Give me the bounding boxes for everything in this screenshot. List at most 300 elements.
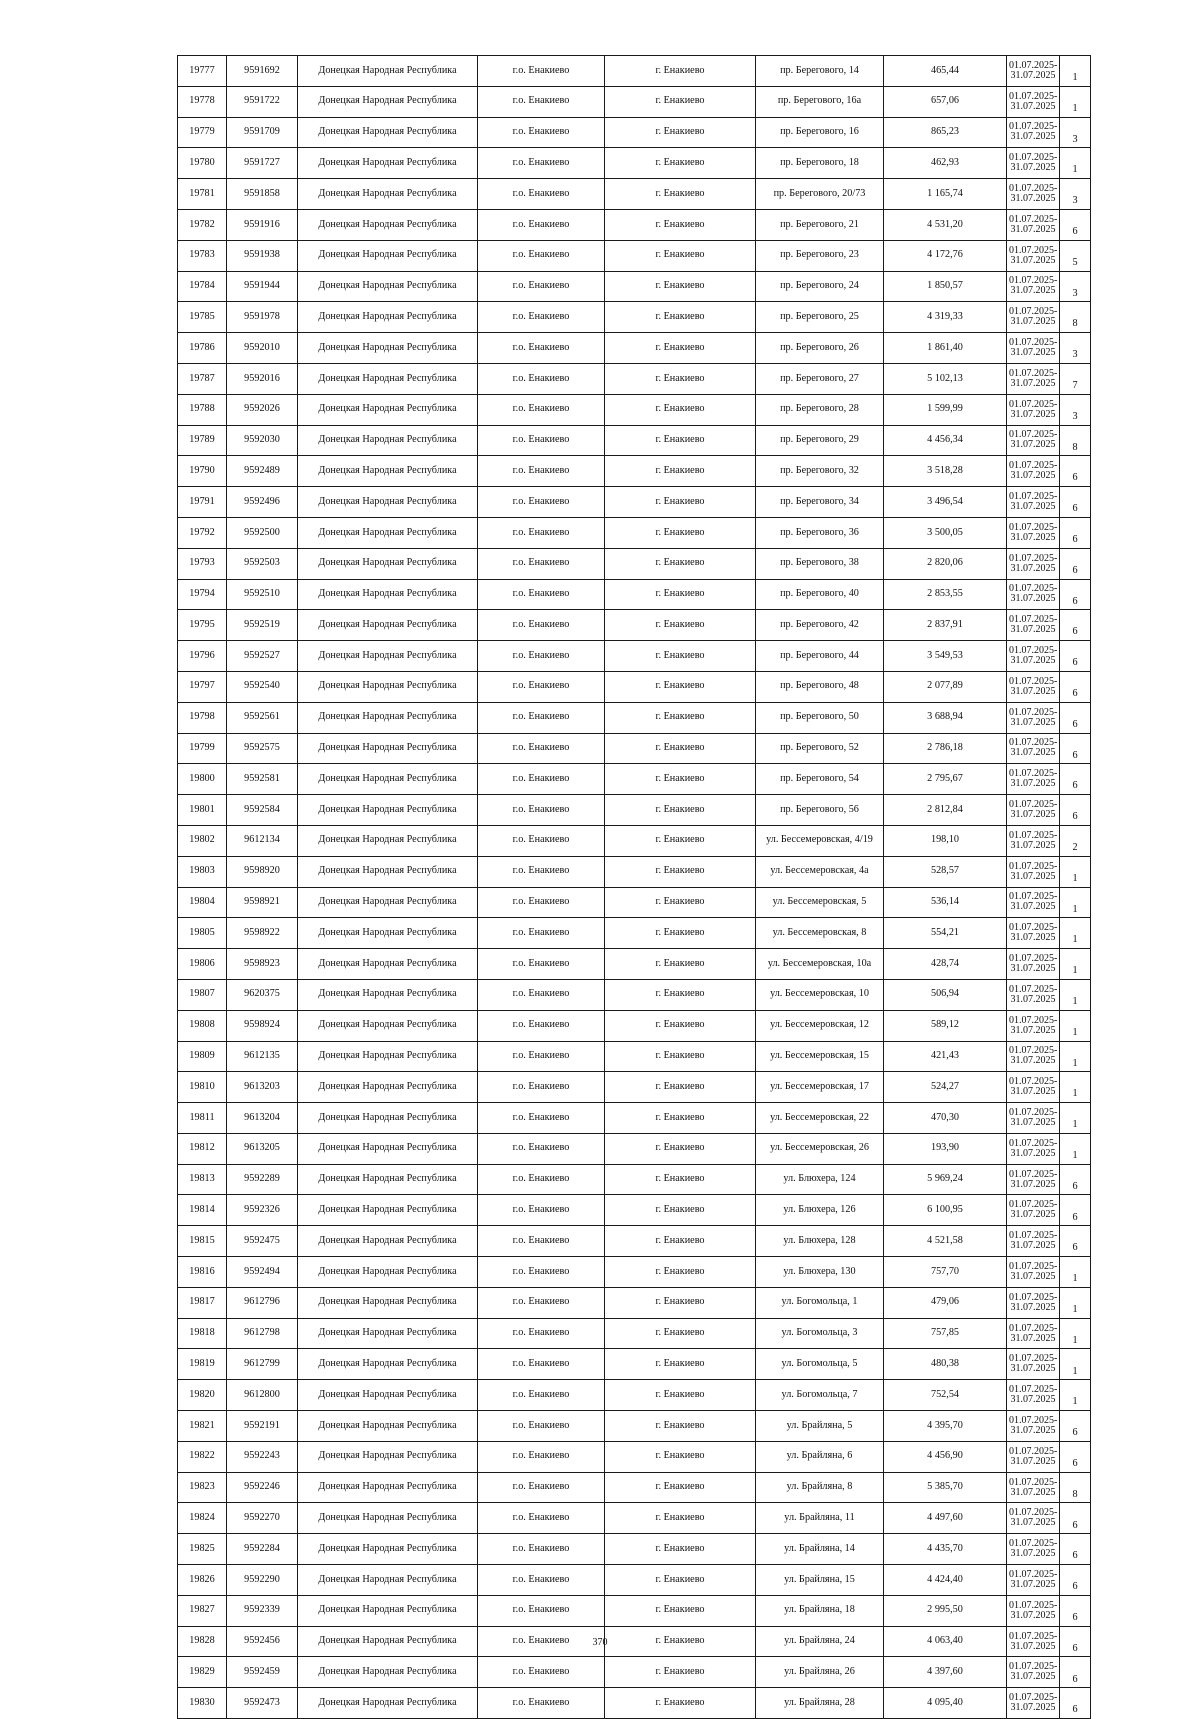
cell-object-id: 9592540 bbox=[227, 671, 298, 702]
cell-area: 536,14 bbox=[884, 887, 1007, 918]
cell-period: 01.07.2025- 31.07.2025 bbox=[1007, 579, 1060, 610]
cell-row-number: 19788 bbox=[178, 394, 227, 425]
cell-period: 01.07.2025- 31.07.2025 bbox=[1007, 1534, 1060, 1565]
cell-period: 01.07.2025- 31.07.2025 bbox=[1007, 671, 1060, 702]
cell-address: пр. Берегового, 29 bbox=[756, 425, 884, 456]
cell-count: 6 bbox=[1060, 456, 1091, 487]
cell-area: 757,70 bbox=[884, 1257, 1007, 1288]
table-row bbox=[178, 1441, 1091, 1472]
cell-count: 1 bbox=[1060, 979, 1091, 1010]
cell-count: 1 bbox=[1060, 918, 1091, 949]
cell-object-id: 9592581 bbox=[227, 764, 298, 795]
cell-address: пр. Берегового, 36 bbox=[756, 517, 884, 548]
cell-area: 193,90 bbox=[884, 1133, 1007, 1164]
cell-region: Донецкая Народная Республика bbox=[298, 733, 478, 764]
cell-object-id: 9591916 bbox=[227, 209, 298, 240]
cell-count: 8 bbox=[1060, 302, 1091, 333]
cell-count: 6 bbox=[1060, 517, 1091, 548]
cell-period: 01.07.2025- 31.07.2025 bbox=[1007, 1657, 1060, 1688]
cell-row-number: 19802 bbox=[178, 825, 227, 856]
cell-district: г.о. Енакиево bbox=[478, 548, 605, 579]
cell-period: 01.07.2025- 31.07.2025 bbox=[1007, 179, 1060, 210]
table-row bbox=[178, 1287, 1091, 1318]
table-row bbox=[178, 179, 1091, 210]
table-row bbox=[178, 302, 1091, 333]
cell-city: г. Енакиево bbox=[605, 918, 756, 949]
cell-row-number: 19808 bbox=[178, 1010, 227, 1041]
cell-district: г.о. Енакиево bbox=[478, 579, 605, 610]
cell-object-id: 9592510 bbox=[227, 579, 298, 610]
table-row bbox=[178, 949, 1091, 980]
cell-area: 6 100,95 bbox=[884, 1195, 1007, 1226]
cell-region: Донецкая Народная Республика bbox=[298, 610, 478, 641]
page-number: 370 bbox=[592, 1637, 608, 1648]
cell-address: ул. Блюхера, 130 bbox=[756, 1257, 884, 1288]
cell-object-id: 9612798 bbox=[227, 1318, 298, 1349]
cell-area: 554,21 bbox=[884, 918, 1007, 949]
cell-district: г.о. Енакиево bbox=[478, 1349, 605, 1380]
cell-count: 3 bbox=[1060, 333, 1091, 364]
cell-period: 01.07.2025- 31.07.2025 bbox=[1007, 1380, 1060, 1411]
cell-period: 01.07.2025- 31.07.2025 bbox=[1007, 148, 1060, 179]
cell-region: Донецкая Народная Республика bbox=[298, 117, 478, 148]
cell-region: Донецкая Народная Республика bbox=[298, 1534, 478, 1565]
cell-period: 01.07.2025- 31.07.2025 bbox=[1007, 1133, 1060, 1164]
table-row bbox=[178, 610, 1091, 641]
cell-row-number: 19778 bbox=[178, 86, 227, 117]
cell-region: Донецкая Народная Республика bbox=[298, 363, 478, 394]
cell-region: Донецкая Народная Республика bbox=[298, 979, 478, 1010]
cell-object-id: 9613204 bbox=[227, 1103, 298, 1134]
table-row bbox=[178, 548, 1091, 579]
cell-period: 01.07.2025- 31.07.2025 bbox=[1007, 1503, 1060, 1534]
cell-city: г. Енакиево bbox=[605, 302, 756, 333]
cell-district: г.о. Енакиево bbox=[478, 1041, 605, 1072]
cell-region: Донецкая Народная Республика bbox=[298, 1411, 478, 1442]
table-row bbox=[178, 1472, 1091, 1503]
cell-count: 3 bbox=[1060, 394, 1091, 425]
cell-district: г.о. Енакиево bbox=[478, 1441, 605, 1472]
cell-address: ул. Брайляна, 15 bbox=[756, 1565, 884, 1596]
cell-region: Донецкая Народная Республика bbox=[298, 394, 478, 425]
cell-address: ул. Богомольца, 7 bbox=[756, 1380, 884, 1411]
cell-period: 01.07.2025- 31.07.2025 bbox=[1007, 764, 1060, 795]
cell-period: 01.07.2025- 31.07.2025 bbox=[1007, 333, 1060, 364]
cell-city: г. Енакиево bbox=[605, 1041, 756, 1072]
cell-row-number: 19814 bbox=[178, 1195, 227, 1226]
cell-count: 6 bbox=[1060, 1226, 1091, 1257]
cell-object-id: 9592289 bbox=[227, 1164, 298, 1195]
cell-area: 4 456,90 bbox=[884, 1441, 1007, 1472]
cell-address: пр. Берегового, 16а bbox=[756, 86, 884, 117]
cell-district: г.о. Енакиево bbox=[478, 1103, 605, 1134]
cell-object-id: 9592575 bbox=[227, 733, 298, 764]
cell-city: г. Енакиево bbox=[605, 1287, 756, 1318]
cell-district: г.о. Енакиево bbox=[478, 1503, 605, 1534]
cell-address: ул. Брайляна, 5 bbox=[756, 1411, 884, 1442]
cell-period: 01.07.2025- 31.07.2025 bbox=[1007, 517, 1060, 548]
cell-address: ул. Брайляна, 26 bbox=[756, 1657, 884, 1688]
cell-period: 01.07.2025- 31.07.2025 bbox=[1007, 240, 1060, 271]
cell-row-number: 19801 bbox=[178, 795, 227, 826]
cell-object-id: 9620375 bbox=[227, 979, 298, 1010]
table-row bbox=[178, 1010, 1091, 1041]
cell-city: г. Енакиево bbox=[605, 487, 756, 518]
cell-address: ул. Бессемеровская, 10а bbox=[756, 949, 884, 980]
cell-address: ул. Бессемеровская, 17 bbox=[756, 1072, 884, 1103]
cell-count: 6 bbox=[1060, 1534, 1091, 1565]
cell-object-id: 9591727 bbox=[227, 148, 298, 179]
cell-city: г. Енакиево bbox=[605, 333, 756, 364]
cell-city: г. Енакиево bbox=[605, 1503, 756, 1534]
cell-region: Донецкая Народная Республика bbox=[298, 271, 478, 302]
cell-row-number: 19810 bbox=[178, 1072, 227, 1103]
cell-district: г.о. Енакиево bbox=[478, 1164, 605, 1195]
cell-area: 428,74 bbox=[884, 949, 1007, 980]
cell-city: г. Енакиево bbox=[605, 117, 756, 148]
table-row bbox=[178, 517, 1091, 548]
cell-row-number: 19804 bbox=[178, 887, 227, 918]
cell-region: Донецкая Народная Республика bbox=[298, 240, 478, 271]
cell-city: г. Енакиево bbox=[605, 148, 756, 179]
cell-area: 421,43 bbox=[884, 1041, 1007, 1072]
cell-period: 01.07.2025- 31.07.2025 bbox=[1007, 86, 1060, 117]
cell-object-id: 9592584 bbox=[227, 795, 298, 826]
cell-row-number: 19803 bbox=[178, 856, 227, 887]
cell-row-number: 19786 bbox=[178, 333, 227, 364]
cell-period: 01.07.2025- 31.07.2025 bbox=[1007, 394, 1060, 425]
cell-period: 01.07.2025- 31.07.2025 bbox=[1007, 733, 1060, 764]
cell-city: г. Енакиево bbox=[605, 856, 756, 887]
cell-region: Донецкая Народная Республика bbox=[298, 1164, 478, 1195]
cell-period: 01.07.2025- 31.07.2025 bbox=[1007, 1626, 1060, 1657]
cell-city: г. Енакиево bbox=[605, 1349, 756, 1380]
cell-count: 1 bbox=[1060, 1380, 1091, 1411]
cell-period: 01.07.2025- 31.07.2025 bbox=[1007, 1349, 1060, 1380]
cell-object-id: 9592284 bbox=[227, 1534, 298, 1565]
cell-district: г.о. Енакиево bbox=[478, 733, 605, 764]
cell-period: 01.07.2025- 31.07.2025 bbox=[1007, 825, 1060, 856]
cell-object-id: 9612135 bbox=[227, 1041, 298, 1072]
cell-object-id: 9598924 bbox=[227, 1010, 298, 1041]
cell-object-id: 9592456 bbox=[227, 1626, 298, 1657]
cell-district: г.о. Енакиево bbox=[478, 1010, 605, 1041]
cell-period: 01.07.2025- 31.07.2025 bbox=[1007, 1257, 1060, 1288]
table-row bbox=[178, 271, 1091, 302]
cell-region: Донецкая Народная Республика bbox=[298, 641, 478, 672]
table-row bbox=[178, 1595, 1091, 1626]
cell-address: ул. Богомольца, 1 bbox=[756, 1287, 884, 1318]
table-row bbox=[178, 86, 1091, 117]
cell-count: 6 bbox=[1060, 487, 1091, 518]
cell-address: ул. Богомольца, 3 bbox=[756, 1318, 884, 1349]
cell-city: г. Енакиево bbox=[605, 1072, 756, 1103]
cell-city: г. Енакиево bbox=[605, 240, 756, 271]
cell-city: г. Енакиево bbox=[605, 56, 756, 87]
cell-city: г. Енакиево bbox=[605, 979, 756, 1010]
cell-period: 01.07.2025- 31.07.2025 bbox=[1007, 487, 1060, 518]
cell-city: г. Енакиево bbox=[605, 610, 756, 641]
cell-region: Донецкая Народная Республика bbox=[298, 918, 478, 949]
cell-count: 8 bbox=[1060, 425, 1091, 456]
cell-object-id: 9592500 bbox=[227, 517, 298, 548]
cell-district: г.о. Енакиево bbox=[478, 56, 605, 87]
cell-object-id: 9592016 bbox=[227, 363, 298, 394]
cell-region: Донецкая Народная Республика bbox=[298, 856, 478, 887]
cell-region: Донецкая Народная Республика bbox=[298, 209, 478, 240]
cell-period: 01.07.2025- 31.07.2025 bbox=[1007, 1595, 1060, 1626]
cell-object-id: 9591938 bbox=[227, 240, 298, 271]
cell-district: г.о. Енакиево bbox=[478, 1226, 605, 1257]
cell-area: 2 812,84 bbox=[884, 795, 1007, 826]
cell-area: 3 496,54 bbox=[884, 487, 1007, 518]
table-row bbox=[178, 641, 1091, 672]
cell-area: 4 395,70 bbox=[884, 1411, 1007, 1442]
cell-region: Донецкая Народная Республика bbox=[298, 671, 478, 702]
table-row bbox=[178, 1411, 1091, 1442]
cell-count: 1 bbox=[1060, 1133, 1091, 1164]
cell-count: 6 bbox=[1060, 1164, 1091, 1195]
table-row bbox=[178, 702, 1091, 733]
cell-period: 01.07.2025- 31.07.2025 bbox=[1007, 887, 1060, 918]
cell-city: г. Енакиево bbox=[605, 671, 756, 702]
cell-count: 8 bbox=[1060, 1472, 1091, 1503]
cell-count: 6 bbox=[1060, 1626, 1091, 1657]
cell-district: г.о. Енакиево bbox=[478, 1133, 605, 1164]
cell-object-id: 9592496 bbox=[227, 487, 298, 518]
cell-address: пр. Берегового, 56 bbox=[756, 795, 884, 826]
cell-area: 3 549,53 bbox=[884, 641, 1007, 672]
cell-area: 5 385,70 bbox=[884, 1472, 1007, 1503]
cell-count: 1 bbox=[1060, 887, 1091, 918]
cell-count: 5 bbox=[1060, 240, 1091, 271]
cell-city: г. Енакиево bbox=[605, 1657, 756, 1688]
cell-area: 4 497,60 bbox=[884, 1503, 1007, 1534]
cell-district: г.о. Енакиево bbox=[478, 1595, 605, 1626]
cell-row-number: 19821 bbox=[178, 1411, 227, 1442]
cell-row-number: 19807 bbox=[178, 979, 227, 1010]
cell-object-id: 9592243 bbox=[227, 1441, 298, 1472]
cell-count: 1 bbox=[1060, 56, 1091, 87]
table-row bbox=[178, 148, 1091, 179]
cell-address: ул. Брайляна, 24 bbox=[756, 1626, 884, 1657]
cell-city: г. Енакиево bbox=[605, 579, 756, 610]
cell-district: г.о. Енакиево bbox=[478, 271, 605, 302]
cell-area: 524,27 bbox=[884, 1072, 1007, 1103]
cell-row-number: 19811 bbox=[178, 1103, 227, 1134]
table-row bbox=[178, 979, 1091, 1010]
cell-city: г. Енакиево bbox=[605, 1380, 756, 1411]
cell-city: г. Енакиево bbox=[605, 1472, 756, 1503]
cell-district: г.о. Енакиево bbox=[478, 671, 605, 702]
cell-object-id: 9591978 bbox=[227, 302, 298, 333]
cell-district: г.о. Енакиево bbox=[478, 117, 605, 148]
table-row bbox=[178, 1164, 1091, 1195]
cell-period: 01.07.2025- 31.07.2025 bbox=[1007, 949, 1060, 980]
cell-period: 01.07.2025- 31.07.2025 bbox=[1007, 1318, 1060, 1349]
cell-object-id: 9591722 bbox=[227, 86, 298, 117]
cell-row-number: 19805 bbox=[178, 918, 227, 949]
cell-area: 465,44 bbox=[884, 56, 1007, 87]
cell-area: 1 165,74 bbox=[884, 179, 1007, 210]
cell-count: 1 bbox=[1060, 1318, 1091, 1349]
cell-city: г. Енакиево bbox=[605, 1595, 756, 1626]
cell-district: г.о. Енакиево bbox=[478, 1072, 605, 1103]
cell-area: 4 397,60 bbox=[884, 1657, 1007, 1688]
cell-area: 528,57 bbox=[884, 856, 1007, 887]
cell-city: г. Енакиево bbox=[605, 179, 756, 210]
cell-region: Донецкая Народная Республика bbox=[298, 1072, 478, 1103]
cell-area: 198,10 bbox=[884, 825, 1007, 856]
cell-area: 3 500,05 bbox=[884, 517, 1007, 548]
cell-period: 01.07.2025- 31.07.2025 bbox=[1007, 363, 1060, 394]
cell-district: г.о. Енакиево bbox=[478, 1195, 605, 1226]
cell-district: г.о. Енакиево bbox=[478, 610, 605, 641]
cell-address: пр. Берегового, 40 bbox=[756, 579, 884, 610]
cell-area: 462,93 bbox=[884, 148, 1007, 179]
cell-row-number: 19830 bbox=[178, 1688, 227, 1719]
cell-period: 01.07.2025- 31.07.2025 bbox=[1007, 979, 1060, 1010]
table-row bbox=[178, 456, 1091, 487]
cell-area: 757,85 bbox=[884, 1318, 1007, 1349]
table-row bbox=[178, 1257, 1091, 1288]
cell-address: пр. Берегового, 42 bbox=[756, 610, 884, 641]
cell-region: Донецкая Народная Республика bbox=[298, 1688, 478, 1719]
cell-city: г. Енакиево bbox=[605, 394, 756, 425]
cell-region: Донецкая Народная Республика bbox=[298, 86, 478, 117]
cell-district: г.о. Енакиево bbox=[478, 487, 605, 518]
cell-area: 480,38 bbox=[884, 1349, 1007, 1380]
cell-region: Донецкая Народная Республика bbox=[298, 56, 478, 87]
cell-row-number: 19779 bbox=[178, 117, 227, 148]
cell-city: г. Енакиево bbox=[605, 425, 756, 456]
cell-district: г.о. Енакиево bbox=[478, 394, 605, 425]
cell-address: ул. Бессемеровская, 22 bbox=[756, 1103, 884, 1134]
cell-region: Донецкая Народная Республика bbox=[298, 1195, 478, 1226]
table-row bbox=[178, 1380, 1091, 1411]
cell-area: 4 424,40 bbox=[884, 1565, 1007, 1596]
cell-period: 01.07.2025- 31.07.2025 bbox=[1007, 1688, 1060, 1719]
cell-address: пр. Берегового, 44 bbox=[756, 641, 884, 672]
cell-district: г.о. Енакиево bbox=[478, 86, 605, 117]
cell-count: 6 bbox=[1060, 579, 1091, 610]
cell-area: 1 599,99 bbox=[884, 394, 1007, 425]
cell-city: г. Енакиево bbox=[605, 1226, 756, 1257]
cell-city: г. Енакиево bbox=[605, 363, 756, 394]
cell-count: 6 bbox=[1060, 1688, 1091, 1719]
cell-object-id: 9592030 bbox=[227, 425, 298, 456]
cell-period: 01.07.2025- 31.07.2025 bbox=[1007, 641, 1060, 672]
table-row bbox=[178, 487, 1091, 518]
cell-region: Донецкая Народная Республика bbox=[298, 887, 478, 918]
table-row bbox=[178, 1349, 1091, 1380]
cell-object-id: 9598921 bbox=[227, 887, 298, 918]
cell-address: ул. Бессемеровская, 8 bbox=[756, 918, 884, 949]
cell-address: пр. Берегового, 24 bbox=[756, 271, 884, 302]
cell-count: 1 bbox=[1060, 1041, 1091, 1072]
cell-row-number: 19777 bbox=[178, 56, 227, 87]
cell-city: г. Енакиево bbox=[605, 1565, 756, 1596]
cell-city: г. Енакиево bbox=[605, 1318, 756, 1349]
cell-address: пр. Берегового, 14 bbox=[756, 56, 884, 87]
cell-address: ул. Брайляна, 14 bbox=[756, 1534, 884, 1565]
cell-object-id: 9592246 bbox=[227, 1472, 298, 1503]
cell-count: 6 bbox=[1060, 1441, 1091, 1472]
cell-district: г.о. Енакиево bbox=[478, 764, 605, 795]
cell-object-id: 9592473 bbox=[227, 1688, 298, 1719]
cell-object-id: 9613203 bbox=[227, 1072, 298, 1103]
cell-count: 1 bbox=[1060, 86, 1091, 117]
cell-area: 5 102,13 bbox=[884, 363, 1007, 394]
cell-period: 01.07.2025- 31.07.2025 bbox=[1007, 1565, 1060, 1596]
cell-city: г. Енакиево bbox=[605, 949, 756, 980]
cell-city: г. Енакиево bbox=[605, 1626, 756, 1657]
cell-region: Донецкая Народная Республика bbox=[298, 1103, 478, 1134]
cell-region: Донецкая Народная Республика bbox=[298, 425, 478, 456]
cell-row-number: 19816 bbox=[178, 1257, 227, 1288]
cell-address: ул. Брайляна, 8 bbox=[756, 1472, 884, 1503]
cell-row-number: 19787 bbox=[178, 363, 227, 394]
table-row bbox=[178, 733, 1091, 764]
cell-period: 01.07.2025- 31.07.2025 bbox=[1007, 209, 1060, 240]
cell-district: г.о. Енакиево bbox=[478, 1318, 605, 1349]
table-row bbox=[178, 394, 1091, 425]
cell-address: ул. Бессемеровская, 12 bbox=[756, 1010, 884, 1041]
cell-row-number: 19793 bbox=[178, 548, 227, 579]
cell-district: г.о. Енакиево bbox=[478, 363, 605, 394]
cell-area: 865,23 bbox=[884, 117, 1007, 148]
table-row bbox=[178, 363, 1091, 394]
cell-row-number: 19817 bbox=[178, 1287, 227, 1318]
cell-area: 4 319,33 bbox=[884, 302, 1007, 333]
cell-count: 1 bbox=[1060, 856, 1091, 887]
cell-address: пр. Берегового, 34 bbox=[756, 487, 884, 518]
cell-count: 1 bbox=[1060, 1010, 1091, 1041]
cell-count: 6 bbox=[1060, 1195, 1091, 1226]
cell-row-number: 19798 bbox=[178, 702, 227, 733]
cell-count: 1 bbox=[1060, 1103, 1091, 1134]
cell-city: г. Енакиево bbox=[605, 1411, 756, 1442]
cell-count: 1 bbox=[1060, 949, 1091, 980]
cell-region: Донецкая Народная Республика bbox=[298, 795, 478, 826]
cell-area: 4 435,70 bbox=[884, 1534, 1007, 1565]
cell-area: 1 850,57 bbox=[884, 271, 1007, 302]
table-row bbox=[178, 1195, 1091, 1226]
cell-object-id: 9612796 bbox=[227, 1287, 298, 1318]
cell-address: пр. Берегового, 23 bbox=[756, 240, 884, 271]
table-row bbox=[178, 1565, 1091, 1596]
cell-period: 01.07.2025- 31.07.2025 bbox=[1007, 1072, 1060, 1103]
cell-area: 2 853,55 bbox=[884, 579, 1007, 610]
cell-row-number: 19829 bbox=[178, 1657, 227, 1688]
cell-area: 4 063,40 bbox=[884, 1626, 1007, 1657]
cell-count: 3 bbox=[1060, 271, 1091, 302]
cell-district: г.о. Енакиево bbox=[478, 179, 605, 210]
table-row bbox=[178, 1503, 1091, 1534]
cell-count: 6 bbox=[1060, 1411, 1091, 1442]
cell-row-number: 19796 bbox=[178, 641, 227, 672]
cell-region: Донецкая Народная Республика bbox=[298, 487, 478, 518]
cell-area: 4 095,40 bbox=[884, 1688, 1007, 1719]
cell-city: г. Енакиево bbox=[605, 1688, 756, 1719]
cell-object-id: 9612799 bbox=[227, 1349, 298, 1380]
cell-row-number: 19789 bbox=[178, 425, 227, 456]
cell-period: 01.07.2025- 31.07.2025 bbox=[1007, 856, 1060, 887]
cell-city: г. Енакиево bbox=[605, 1195, 756, 1226]
cell-district: г.о. Енакиево bbox=[478, 1626, 605, 1657]
cell-object-id: 9592191 bbox=[227, 1411, 298, 1442]
cell-period: 01.07.2025- 31.07.2025 bbox=[1007, 425, 1060, 456]
